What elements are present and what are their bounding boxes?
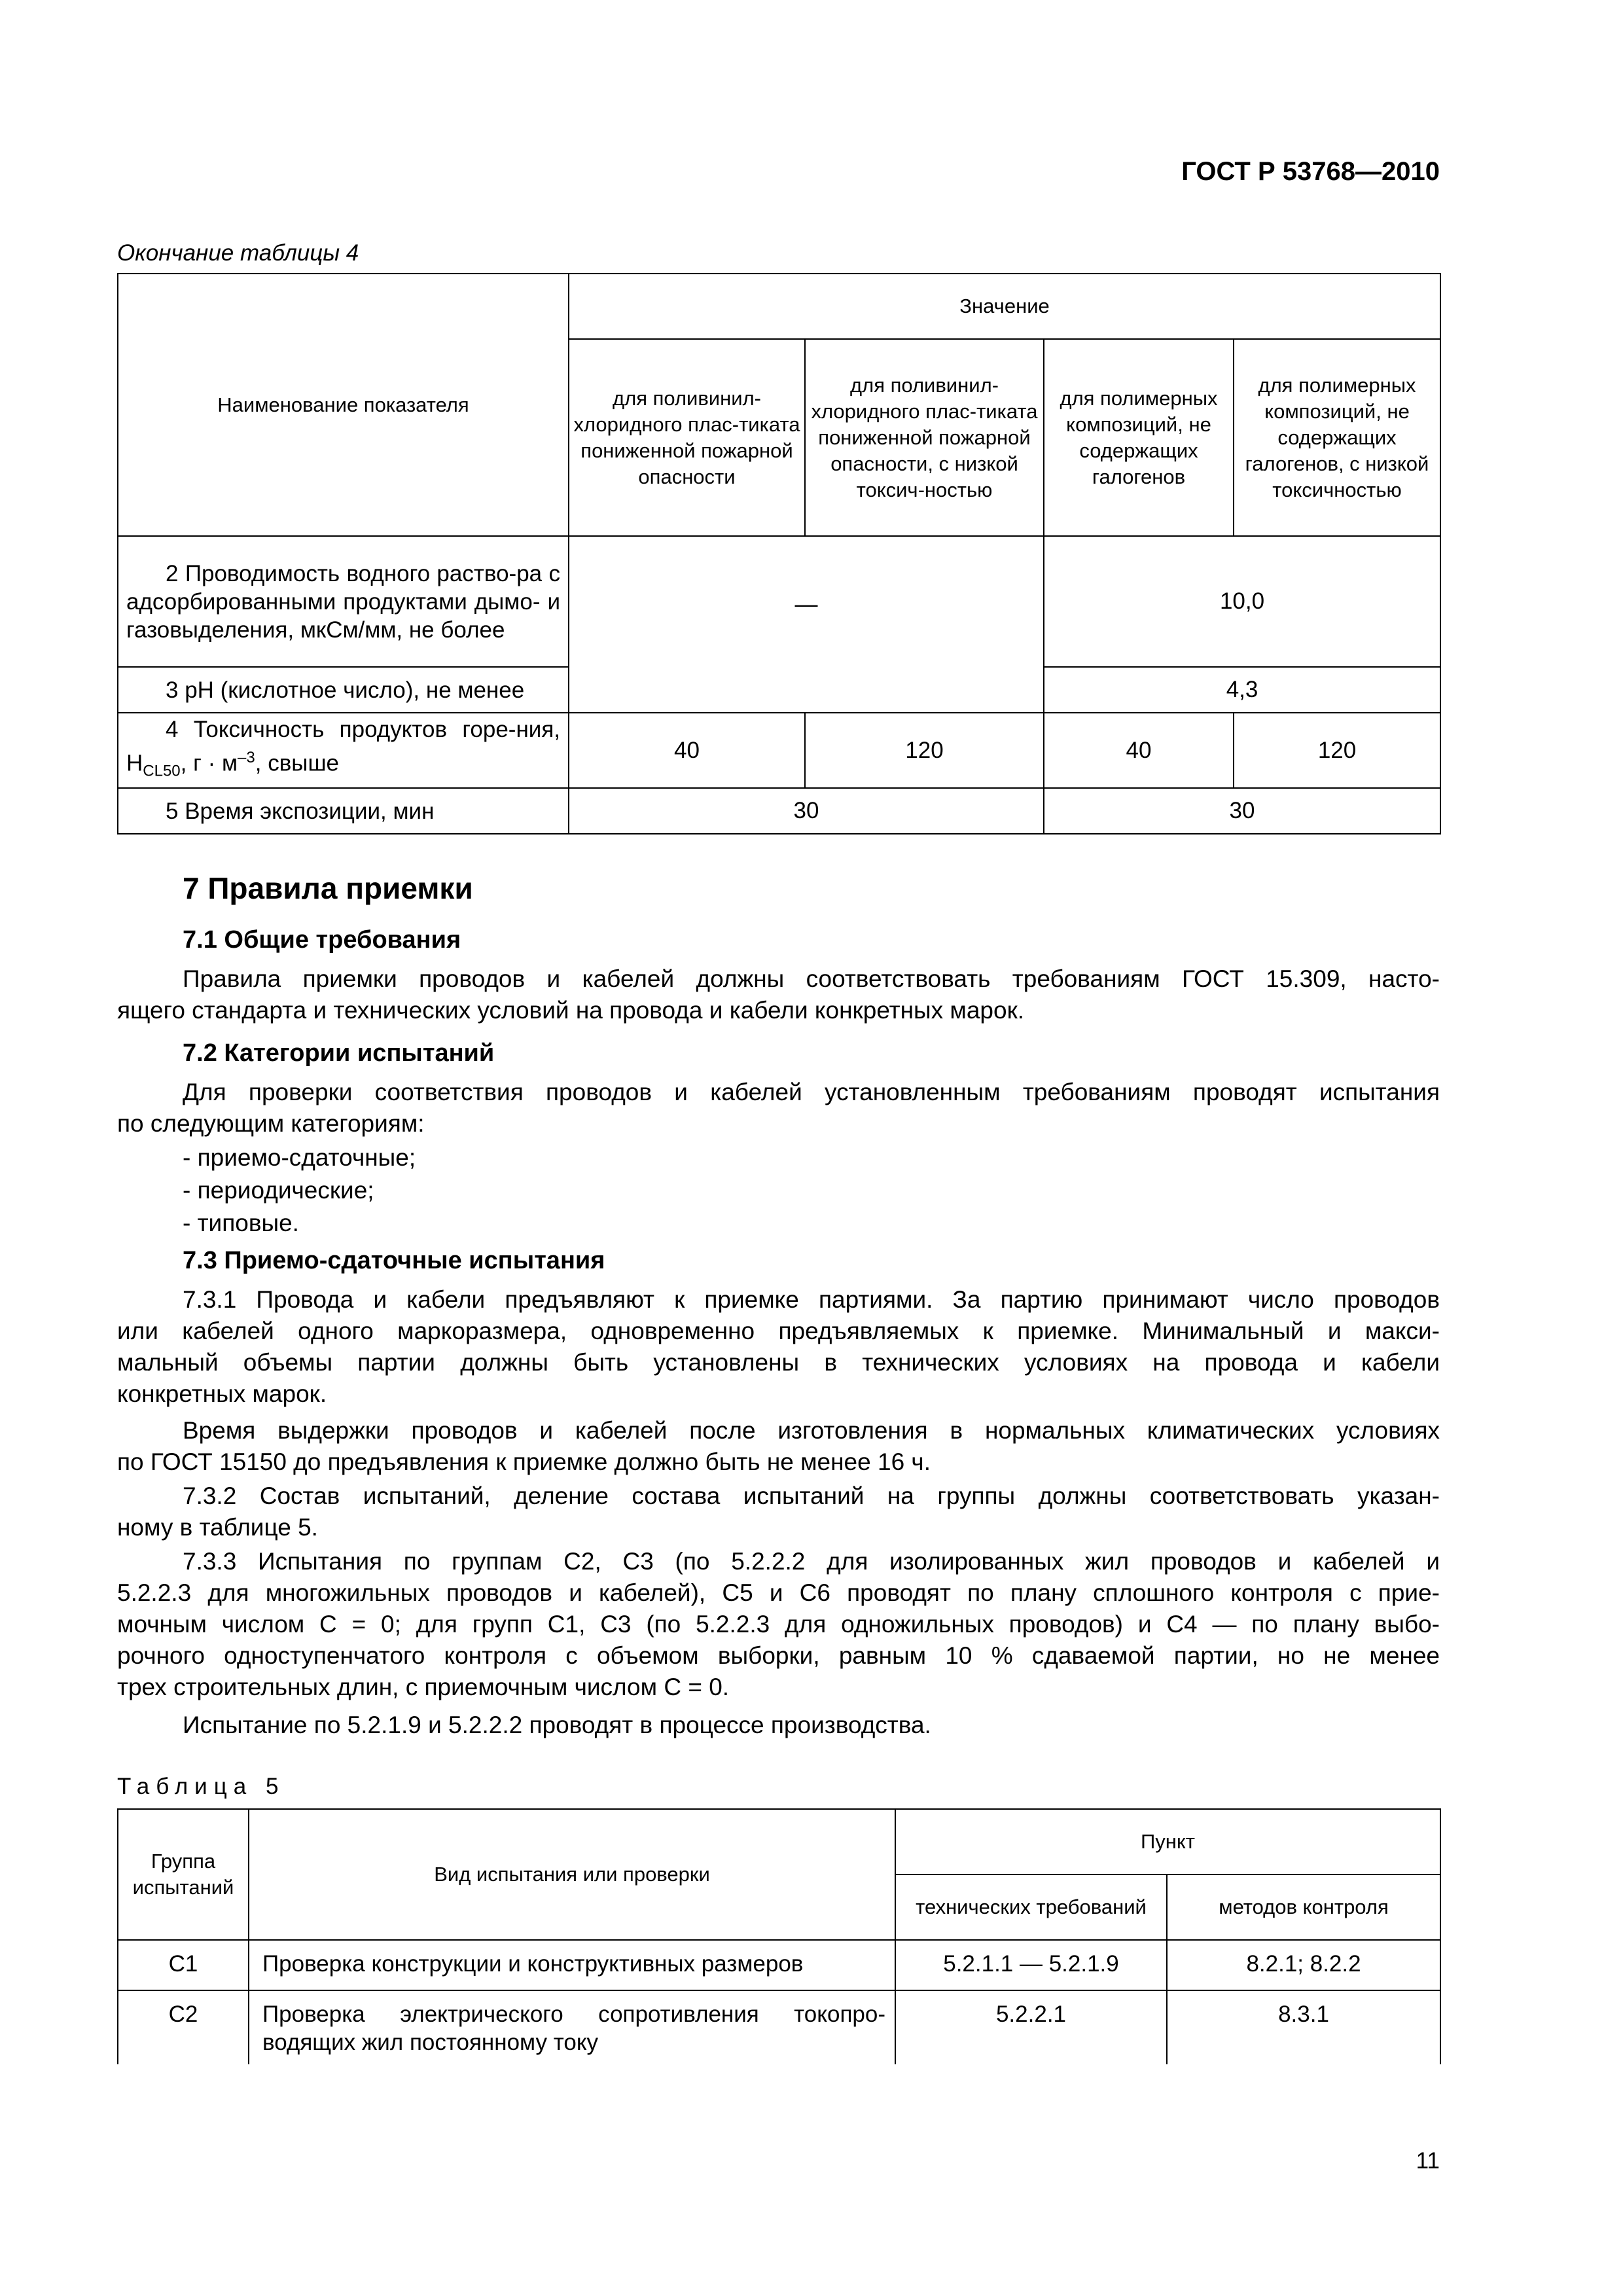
table5-header-methods: методов контроля (1167, 1874, 1440, 1940)
table4-row5-name: 5 Время экспозиции, мин (166, 798, 435, 824)
paragraph-7-3-2 (117, 1480, 1440, 1543)
table4-subheader: для поливинил-хлоридного плас-тиката пониженной пожарной опасности (569, 339, 805, 536)
paragraph-7-1 (117, 963, 1440, 1026)
subsection-title-7-3: 7.3 Приемо-сдаточные испытания (183, 1247, 605, 1274)
text-line: 7.3.2 Состав испытаний, деление состава испытаний на группы должны соответствовать указан- (183, 1482, 1440, 1509)
paragraph-7-3-3-b (117, 1710, 1440, 1741)
table4-row4-value: 40 (569, 713, 805, 788)
table4-row4-unit: , г · м (180, 750, 238, 776)
table4-row5-pvc-value: 30 (569, 788, 1044, 834)
text-line: Правила приемки проводов и кабелей должны соответствовать требованиям ГОСТ 15.309, насто- (183, 965, 1440, 992)
text-line: 7.3.3 Испытания по группам С2, С3 (по 5.2.2.2 для изолированных жил проводов и кабелей и (183, 1548, 1440, 1575)
table4-row4-subscript: CL50 (143, 762, 181, 780)
table5-cell-tech: 5.2.1.1 — 5.2.1.9 (895, 1940, 1167, 1990)
text-line: рочного одноступенчатого контроля с объемом выборки, равным 10 % сдаваемой партии, но не менее (117, 1642, 1440, 1669)
table4-row4-name: 4 Токсичность продуктов горе-ния, H (126, 717, 560, 776)
table5-cell-tech: 5.2.2.1 (895, 1990, 1167, 2064)
table4-row5-poly-value: 30 (1044, 788, 1440, 834)
table4-header-value: Значение (569, 274, 1440, 339)
table5-cell-kind: Проверка электрического сопротивления токопро-водящих жил постоянному току (249, 1990, 895, 2064)
text-line: по следующим категориям: (117, 1110, 425, 1137)
paragraph-7-3-3 (117, 1546, 1440, 1703)
text-line: Испытание по 5.2.1.9 и 5.2.2.2 проводят в процессе производства. (183, 1712, 931, 1738)
text-line: ному в таблице 5. (117, 1514, 318, 1541)
table5-header-kind: Вид испытания или проверки (249, 1809, 895, 1940)
table5-header-clause: Пункт (895, 1809, 1440, 1874)
table5-header-tech: технических требований (895, 1874, 1167, 1940)
table5-cell-group: С2 (118, 1990, 249, 2064)
table4-row4-tail: , свыше (255, 750, 339, 776)
text-line: ящего стандарта и технических условий на провода и кабели конкретных марок. (117, 997, 1025, 1024)
table4-row-name (118, 536, 569, 667)
subsection-title-7-1: 7.1 Общие требования (183, 926, 461, 954)
paragraph-7-2 (117, 1077, 1440, 1139)
table4-header-name: Наименование показателя (118, 274, 569, 536)
text-line: по ГОСТ 15150 до предъявления к приемке должно быть не менее 16 ч. (117, 1448, 931, 1475)
paragraph-7-3-1 (117, 1284, 1440, 1410)
table5 (117, 1808, 1441, 2064)
text-line: трех строительных длин, с приемочным числом C = 0. (117, 1674, 730, 1700)
table5-cell-kind: Проверка конструкции и конструктивных размеров (249, 1940, 895, 1990)
table4-row2-name: 2 Проводимость водного раство-ра с адсорбированными продуктами дымо- и газовыделения, мкСм/мм, не более (126, 560, 560, 643)
list-item: - периодические; (183, 1177, 374, 1204)
table4-caption: Окончание таблицы 4 (117, 240, 359, 266)
table4-row4-value: 40 (1044, 713, 1234, 788)
table4-row4-superscript: –3 (238, 749, 255, 767)
text-line: конкретных марок. (117, 1380, 327, 1407)
section-title: 7 Правила приемки (183, 871, 473, 905)
table4-row-name (118, 788, 569, 834)
list-item: - приемо-сдаточные; (183, 1144, 416, 1171)
text-line: Время выдержки проводов и кабелей после изготовления в нормальных климатических условиях (183, 1417, 1440, 1444)
text-line: или кабелей одного маркоразмера, одновременно предъявляемых к приемке. Минимальный и макси- (117, 1318, 1440, 1344)
text-line: 5.2.2.3 для многожильных проводов и кабелей), С5 и С6 проводят по плану сплошного контроля с прие- (117, 1579, 1440, 1606)
table5-cell-methods: 8.2.1; 8.2.2 (1167, 1940, 1440, 1990)
text-line: мочным числом C = 0; для групп С1, С3 (по 5.2.2.3 для одножильных проводов) и С4 — по плану выбо- (117, 1611, 1440, 1638)
table5-header-group: Группа испытаний (118, 1809, 249, 1940)
table4-row2-poly-value: 10,0 (1044, 536, 1440, 667)
table4-subheader: для полимерных композиций, не содержащих галогенов, с низкой токсичностью (1234, 339, 1440, 536)
list-item: - типовые. (183, 1210, 299, 1236)
table4-subheader: для полимерных композиций, не содержащих галогенов (1044, 339, 1234, 536)
table4-row3-poly-value: 4,3 (1044, 667, 1440, 713)
table4-subheader: для поливинил-хлоридного плас-тиката пониженной пожарной опасности, с низкой токсич-ностью (805, 339, 1044, 536)
table5-cell-methods: 8.3.1 (1167, 1990, 1440, 2064)
table5-caption: Таблица 5 (117, 1774, 285, 1799)
text-line: Для проверки соответствия проводов и кабелей установленным требованиям проводят испытания (183, 1079, 1440, 1105)
page-number: 11 (1416, 2148, 1440, 2174)
table4 (117, 273, 1441, 834)
text-line: мальный объемы партии должны быть установлены в технических условиях на провода и кабели (117, 1349, 1440, 1376)
table4-row-name (118, 667, 569, 713)
table5-cell-group: С1 (118, 1940, 249, 1990)
paragraph-7-3-1-b (117, 1415, 1440, 1478)
table4-row-name (118, 713, 569, 788)
subsection-title-7-2: 7.2 Категории испытаний (183, 1039, 495, 1067)
table4-row3-name: 3 pH (кислотное число), не менее (166, 677, 525, 703)
table4-row2-pvc-value: — (569, 536, 1044, 713)
table4-row4-value: 120 (1234, 713, 1440, 788)
table4-row4-value: 120 (805, 713, 1044, 788)
document-code: ГОСТ Р 53768—2010 (1181, 157, 1440, 186)
text-line: 7.3.1 Провода и кабели предъявляют к приемке партиями. За партию принимают число проводов (183, 1286, 1440, 1313)
